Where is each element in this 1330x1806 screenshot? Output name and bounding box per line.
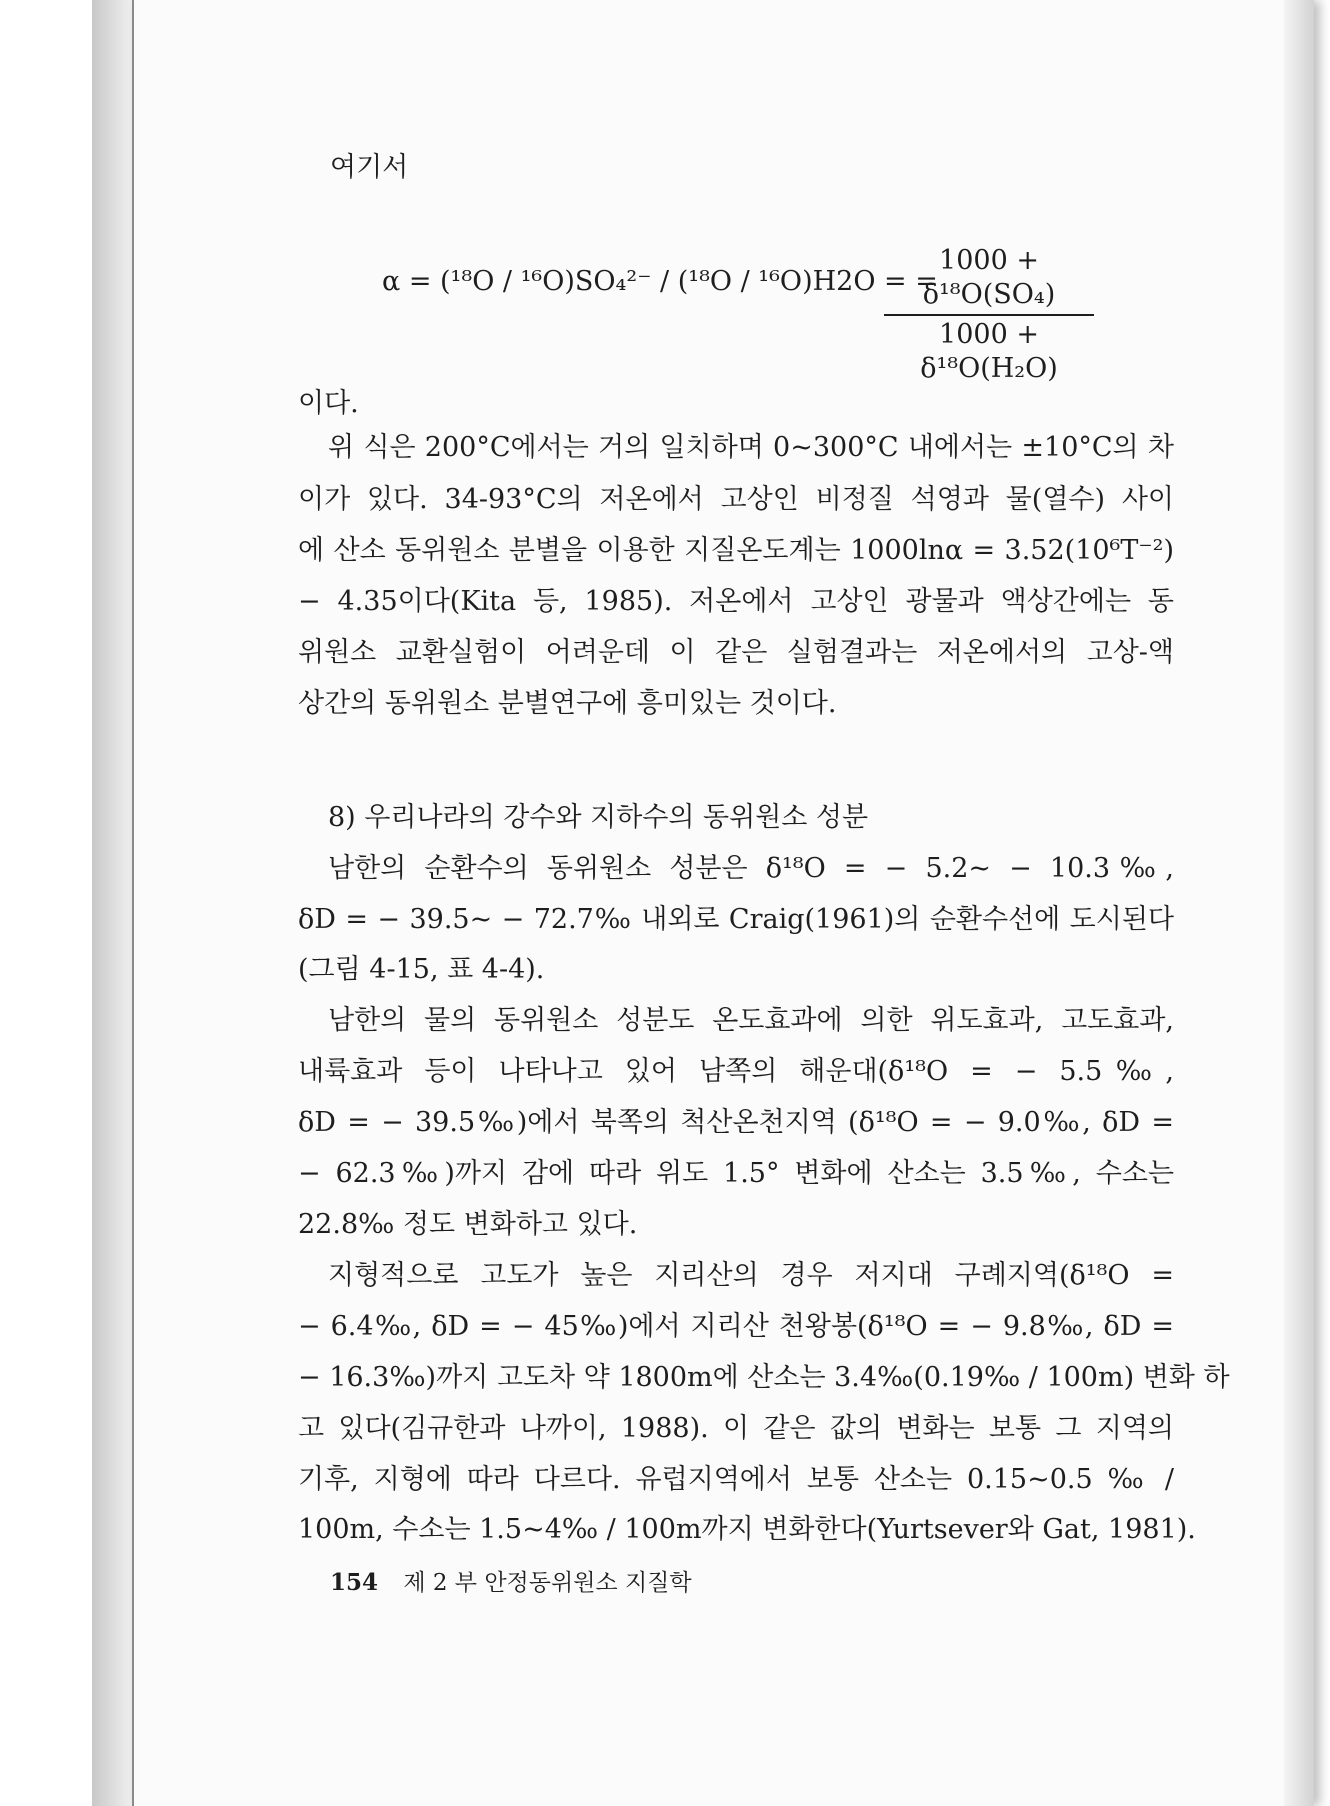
paragraph-line: 기후, 지형에 따라 다르다. 유럽지역에서 보통 산소는 0.15~0.5 ‰ / xyxy=(298,1464,1174,1495)
section-heading: 8) 우리나라의 강수와 지하수의 동위원소 성분 xyxy=(328,802,869,833)
paragraph-line: 22.8‰ 정도 변화하고 있다. xyxy=(298,1209,638,1240)
paragraph-line: − 4.35이다(Kita 등, 1985). 저온에서 고상인 광물과 액상간에는 동 xyxy=(298,586,1174,617)
fraction-bar xyxy=(884,314,1094,316)
paragraph-line: 에 산소 동위원소 분별을 이용한 지질온도계는 1000lnα = 3.52(10⁶T⁻²) xyxy=(298,535,1174,566)
paragraph-line: 남한의 순환수의 동위원소 성분은 δ¹⁸O = − 5.2~ − 10.3‰, xyxy=(328,853,1174,884)
after-formula-text: 이다. xyxy=(298,388,359,419)
formula-denominator: 1000 + δ¹⁸O(H₂O) xyxy=(920,319,1058,384)
page-footer xyxy=(330,1564,692,1597)
paragraph-line: δD = − 39.5‰)에서 북쪽의 척산온천지역 (δ¹⁸O = − 9.0‰, δD = xyxy=(298,1107,1174,1138)
formula-left-side: α = (¹⁸O / ¹⁶O)SO₄²⁻ / (¹⁸O / ¹⁶O)H2O = = xyxy=(382,266,938,297)
paragraph-line: 이가 있다. 34-93°C의 저온에서 고상인 비정질 석영과 물(열수) 사이 xyxy=(298,484,1174,515)
intro-text: 여기서 xyxy=(330,152,409,183)
book-spine xyxy=(92,0,132,1806)
paragraph-line: 100m, 수소는 1.5~4‰ / 100m까지 변화한다(Yurtsever와 Gat, 1981). xyxy=(298,1514,1196,1545)
paragraph-line: − 16.3‰)까지 고도차 약 1800m에 산소는 3.4‰(0.19‰ / 100m) 변화 하 xyxy=(298,1362,1230,1393)
paragraph-line: 지형적으로 고도가 높은 지리산의 경우 저지대 구례지역(δ¹⁸O = xyxy=(328,1260,1174,1291)
running-title: 제 2 부 안정동위원소 지질학 xyxy=(403,1570,692,1596)
page-edge-shadow xyxy=(1284,0,1314,1806)
paragraph-line: 위 식은 200°C에서는 거의 일치하며 0~300°C 내에서는 ±10°C의 차 xyxy=(328,432,1174,463)
paragraph-line: 위원소 교환실험이 어려운데 이 같은 실험결과는 저온에서의 고상-액 xyxy=(298,637,1174,668)
paragraph-line: 고 있다(김규한과 나까이, 1988). 이 같은 값의 변화는 보통 그 지역의 xyxy=(298,1413,1174,1444)
formula-numerator: 1000 + δ¹⁸O(SO₄) xyxy=(922,245,1056,310)
formula-alpha xyxy=(382,244,1102,384)
formula-fraction xyxy=(884,244,1094,386)
paragraph-line: − 6.4‰, δD = − 45‰)에서 지리산 천왕봉(δ¹⁸O = − 9.8‰, δD = xyxy=(298,1311,1174,1342)
paragraph-line: − 62.3‰)까지 감에 따라 위도 1.5° 변화에 산소는 3.5‰, 수소는 xyxy=(298,1158,1174,1189)
paragraph-line: 내륙효과 등이 나타나고 있어 남쪽의 해운대(δ¹⁸O = − 5.5‰, xyxy=(298,1056,1174,1087)
paragraph-line: 남한의 물의 동위원소 성분도 온도효과에 의한 위도효과, 고도효과, xyxy=(328,1005,1174,1036)
page-number: 154 xyxy=(330,1569,379,1596)
paragraph-line: 상간의 동위원소 분별연구에 흥미있는 것이다. xyxy=(298,688,837,719)
paragraph-line: (그림 4-15, 표 4-4). xyxy=(298,954,545,985)
paragraph-line: δD = − 39.5~ − 72.7‰ 내외로 Craig(1961)의 순환수선에 도시된다 xyxy=(298,904,1174,935)
